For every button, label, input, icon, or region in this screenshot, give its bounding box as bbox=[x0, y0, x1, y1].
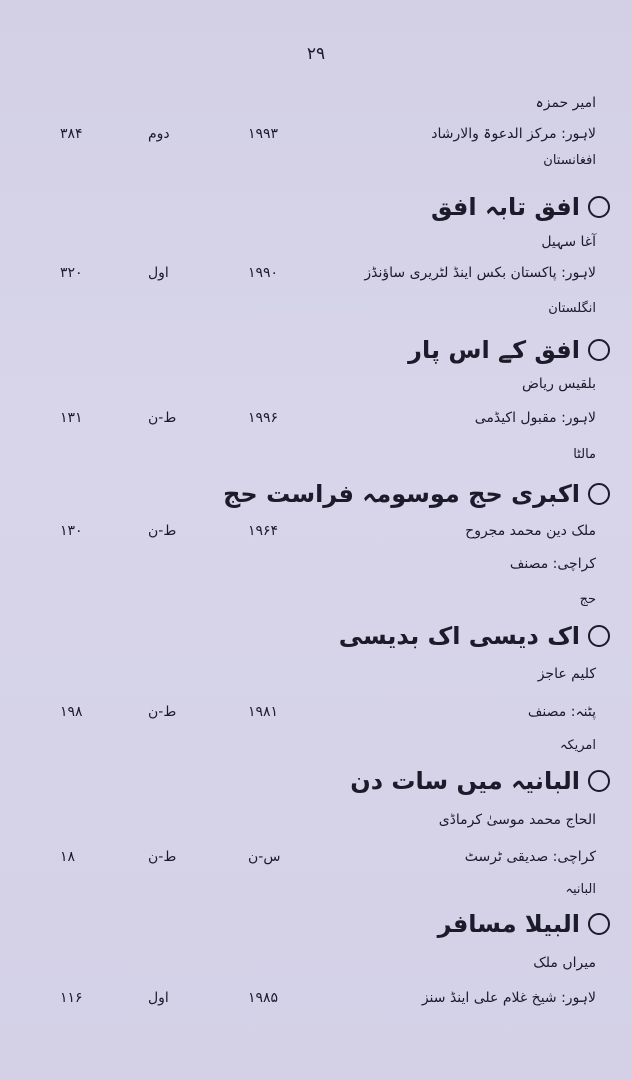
entry-publication-row bbox=[0, 523, 632, 545]
entry-edition: اول bbox=[148, 265, 169, 281]
entry-publication-row bbox=[0, 265, 632, 287]
entry-title bbox=[350, 767, 610, 795]
entry-author: الحاج محمد موسیٰ کرماڈی bbox=[438, 812, 596, 828]
entry-pages: ۱۱۶ bbox=[60, 990, 83, 1006]
entry-publisher: لاہور: شیخ غلام علی اینڈ سنز bbox=[421, 990, 596, 1006]
entry-author: ملک دین محمد مجروح bbox=[465, 523, 596, 539]
entry-publication-row bbox=[0, 849, 632, 871]
entry-title bbox=[431, 193, 610, 221]
entry-publication-row bbox=[0, 990, 632, 1012]
entry-title bbox=[438, 910, 610, 938]
entry-author: امیر حمزہ bbox=[535, 95, 596, 111]
entry-country: انگلستان bbox=[548, 301, 596, 316]
entry-publisher: کراچی: صدیقی ٹرسٹ bbox=[464, 849, 596, 865]
entry-author: آغا سہیل bbox=[541, 234, 596, 250]
entry-edition: دوم bbox=[148, 126, 170, 142]
entry-title-text: اکبری حج موسومہ فراست حج bbox=[223, 480, 580, 508]
entry-pages: ۱۳۱ bbox=[60, 410, 83, 426]
entry-edition: ط-ن bbox=[148, 849, 177, 865]
entry-publisher: کراچی: مصنف bbox=[509, 556, 596, 572]
entry-author: میراں ملک bbox=[533, 955, 596, 971]
entry-country: امریکہ bbox=[559, 738, 596, 753]
entry-pages: ۳۲۰ bbox=[60, 265, 83, 281]
entry-edition: ط-ن bbox=[148, 704, 177, 720]
entry-year: ۱۹۸۵ bbox=[248, 990, 279, 1006]
entry-year: ۱۹۹۰ bbox=[248, 265, 279, 281]
entry-country: حج bbox=[579, 592, 596, 607]
entry-publisher: پٹنہ: مصنف bbox=[527, 704, 596, 720]
entry-title-text: البانیہ میں سات دن bbox=[350, 767, 580, 795]
bullet-circle-icon bbox=[588, 339, 610, 361]
entry-edition: ط-ن bbox=[148, 523, 177, 539]
entry-title bbox=[408, 336, 610, 364]
entry-author: کلیم عاجز bbox=[537, 666, 596, 682]
entry-year: ۱۹۸۱ bbox=[248, 704, 279, 720]
bullet-circle-icon bbox=[588, 770, 610, 792]
entry-publication-row bbox=[0, 126, 632, 148]
entry-title-text: اک دیسی اک بدیسی bbox=[338, 622, 580, 650]
bullet-circle-icon bbox=[588, 483, 610, 505]
entry-publication-row bbox=[0, 704, 632, 726]
entry-title-text: البیلا مسافر bbox=[437, 910, 580, 938]
bullet-circle-icon bbox=[588, 625, 610, 647]
entry-title bbox=[339, 622, 610, 650]
entry-pages: ۱۹۸ bbox=[60, 704, 83, 720]
page-number: ۲۹ bbox=[306, 44, 326, 64]
entry-year: ۱۹۹۳ bbox=[248, 126, 279, 142]
entry-publisher: لاہور: مرکز الدعوۃ والارشاد bbox=[431, 126, 596, 142]
entry-title-text: افق تابہ افق bbox=[431, 193, 580, 221]
entry-publication-row bbox=[0, 410, 632, 432]
entry-pages: ۱۳۰ bbox=[60, 523, 83, 539]
bullet-circle-icon bbox=[588, 196, 610, 218]
entry-year: ۱۹۹۶ bbox=[248, 410, 279, 426]
entry-year: ۱۹۶۴ bbox=[248, 523, 279, 539]
entry-country: افغانستان bbox=[543, 153, 596, 168]
entry-year: س-ن bbox=[248, 849, 281, 865]
entry-country: البانیہ bbox=[565, 882, 596, 897]
entry-pages: ۳۸۴ bbox=[60, 126, 83, 142]
entry-title-text: افق کے اس پار bbox=[408, 336, 580, 364]
entry-publisher: لاہور: پاکستان بکس اینڈ لٹریری ساؤنڈز bbox=[364, 265, 596, 281]
bullet-circle-icon bbox=[588, 913, 610, 935]
entry-publisher: لاہور: مقبول اکیڈمی bbox=[474, 410, 596, 426]
entry-author: بلقیس ریاض bbox=[522, 376, 596, 392]
entry-pages: ۱۸ bbox=[60, 849, 76, 865]
entry-edition: ط-ن bbox=[148, 410, 177, 426]
entry-title bbox=[223, 480, 610, 508]
entry-edition: اول bbox=[148, 990, 169, 1006]
entry-country: مالٹا bbox=[573, 447, 596, 462]
